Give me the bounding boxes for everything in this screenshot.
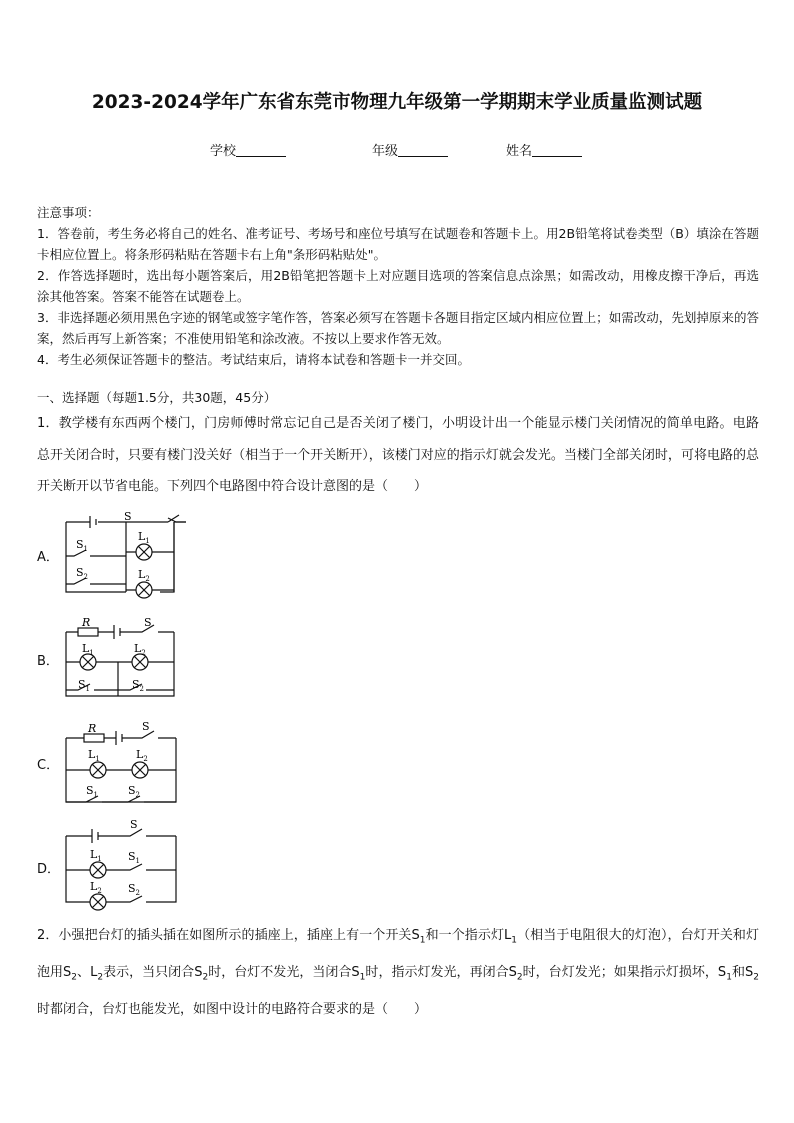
label-s: S — [130, 818, 138, 831]
school-blank — [236, 143, 286, 157]
grade-field — [372, 140, 448, 159]
circuit-diagram-c — [60, 718, 190, 810]
label-s: S — [124, 510, 132, 523]
note-item: 2．作答选择题时，选出每小题答案后，用2B铅笔把答题卡上对应题目选项的答案信息点涂黑；如需改动，用橡皮擦干净后，再选涂其他答案。答案不能答在试题卷上。 — [37, 268, 759, 304]
name-field — [506, 140, 582, 159]
note-item: 4．考生必须保证答题卡的整洁。考试结束后，请将本试卷和答题卡一并交回。 — [37, 352, 470, 367]
option-c-label: C． — [37, 758, 60, 773]
label-r: R — [82, 616, 91, 629]
label-s2: $S_2$ — [128, 784, 141, 799]
grade-blank — [398, 143, 448, 157]
grade-label: 年级 — [372, 144, 399, 159]
note-item: 1．答卷前，考生务必将自己的姓名、准考证号、考场号和座位号填写在试题卷和答题卡上。用2B铅笔将试卷类型（B）填涂在答题卡相应位置上。将条形码粘贴在答题卡右上角"条形码粘贴处"。 — [37, 226, 759, 262]
label-r: R — [88, 722, 97, 735]
school-label: 学校 — [210, 144, 237, 159]
label-s2: $S_2$ — [76, 566, 89, 581]
option-a-label: A． — [37, 550, 59, 565]
name-blank — [532, 143, 582, 157]
notes-heading: 注意事项： — [37, 205, 100, 220]
label-s1: $S_1$ — [86, 784, 99, 799]
label-l2: $L_2$ — [138, 568, 150, 583]
notes-block — [37, 202, 759, 370]
question-2: 2．小强把台灯的插头插在如图所示的插座上，插座上有一个开关$S_1$和一个指示灯$L_1$（相当于电阻很大的灯泡），台灯开关和灯泡用$S_2$、$L_2$表示，当只闭合$S_2$时，台灯不发光，当闭合$S_1$时，指示灯发光，再闭合$S_2$时，台灯发光；如果指示灯损坏，$S_1$和$S_2$时都闭合，台灯也能发光，如图中设计的电路符合要求的是（ ） — [37, 928, 759, 1018]
label-s2: $S_2$ — [132, 678, 145, 693]
circuit-diagram-b — [60, 612, 190, 704]
label-l1: $L_1$ — [88, 748, 100, 763]
circuit-diagram-d — [60, 818, 190, 914]
page-title: 2023-2024学年广东省东莞市物理九年级第一学期期末学业质量监测试题 — [91, 92, 703, 113]
label-s1: $S_1$ — [78, 678, 91, 693]
label-s1: $S_1$ — [128, 850, 141, 865]
label-l2: $L_2$ — [90, 880, 102, 895]
label-l2: $L_2$ — [136, 748, 148, 763]
label-l1: $L_1$ — [138, 530, 150, 545]
school-field — [210, 140, 286, 159]
label-l1: $L_1$ — [90, 848, 102, 863]
question-1: 1．教学楼有东西两个楼门，门房师傅时常忘记自己是否关闭了楼门，小明设计出一个能显示楼门关闭情况的简单电路。电路总开关闭合时，只要有楼门没关好（相当于一个开关断开），该楼门对应的指示灯就会发光。当楼门全部关闭时，可将电路的总开关断开以节省电能。下列四个电路图中符合设计意图的是（ ） — [37, 416, 759, 494]
circuit-diagram-a — [60, 508, 190, 600]
label-l2: $L_2$ — [134, 642, 146, 657]
section-heading: 一、选择题（每题1.5分，共30题，45分） — [37, 390, 277, 405]
option-d-label: D． — [37, 862, 61, 877]
label-s2: $S_2$ — [128, 882, 141, 897]
label-s: S — [142, 720, 150, 733]
label-l1: $L_1$ — [82, 642, 94, 657]
label-s1: $S_1$ — [76, 538, 89, 553]
note-item: 3．非选择题必须用黑色字迹的钢笔或签字笔作答，答案必须写在答题卡各题目指定区域内相应位置上；如需改动，先划掉原来的答案，然后再写上新答案；不准使用铅笔和涂改液。不按以上要求作答无效。 — [37, 310, 759, 346]
label-s: S — [144, 616, 152, 629]
option-b-label: B． — [37, 654, 59, 669]
name-label: 姓名 — [506, 144, 533, 159]
